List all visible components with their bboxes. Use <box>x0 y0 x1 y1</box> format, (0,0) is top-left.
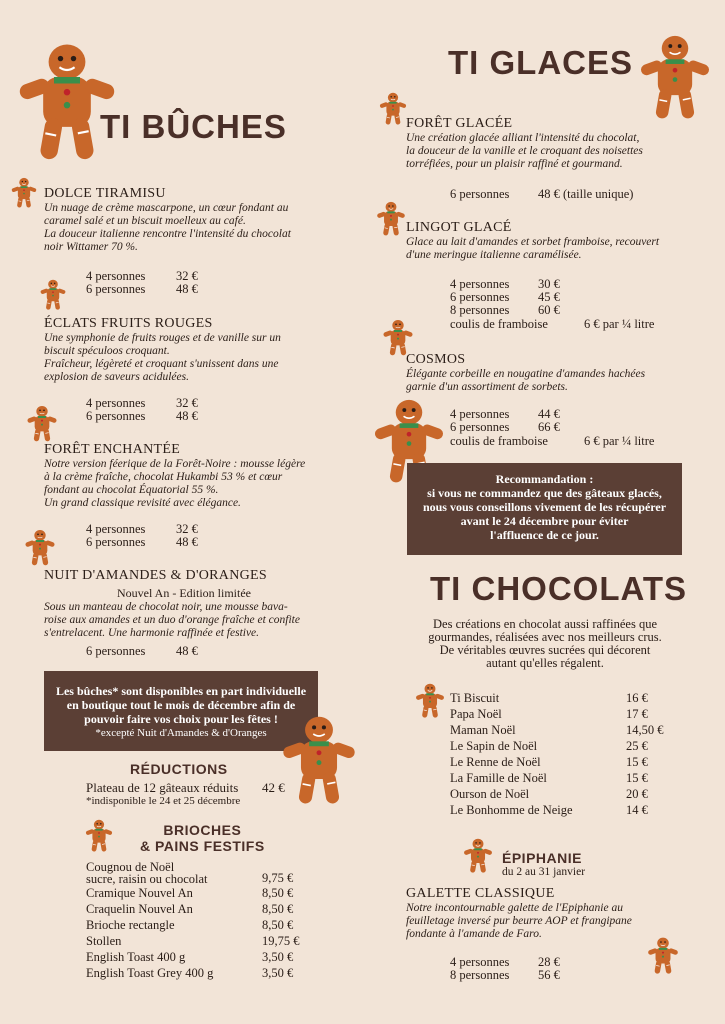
brioches-title: BRIOCHES & PAINS FESTIFS <box>140 822 265 854</box>
item-description: Une création glacée alliant l'intensité du chocolat, la douceur de la vanille et le croquant des noisettes torréfiées, pour un plaisir raffiné et gourmand. <box>406 132 643 170</box>
item-galette-classique <box>406 886 706 941</box>
gingerbread-icon <box>12 38 122 168</box>
gingerbread-icon <box>10 174 38 212</box>
item-name: COSMOS <box>406 352 466 367</box>
item-description: Notre version féerique de la Forêt-Noire : mousse légère à la crème fraîche, chocolat Hukambi 53 % et cœur fondant au chocolat Équatorial 55 %. Un grand classique revisité avec élégance. <box>44 458 306 509</box>
list-item: Stollen 19,75 € <box>86 934 300 948</box>
item-description: Notre incontournable galette de l'Epiphanie au feuilletage inversé pur beurre AOP et frangipane fondante à l'amande de Faro. <box>406 902 632 940</box>
list-item: Ourson de Noël 20 € <box>450 787 648 801</box>
price-row: 6 personnes 48 € <box>86 409 198 423</box>
list-item: Cramique Nouvel An 8,50 € <box>86 886 294 900</box>
gingerbread-icon <box>22 404 62 444</box>
list-item: Cougnou de Noël sucre, raisin ou chocolat 9,75 € <box>86 860 294 886</box>
list-item: La Famille de Noël 15 € <box>450 771 648 785</box>
chocolats-intro: Des créations en chocolat aussi raffinées que gourmandes, réalisées avec nos meilleurs crus. De véritables œuvres sucrées qui décorent autant qu'elles régalent. <box>428 617 662 670</box>
price-row: 6 personnes 48 € <box>86 282 198 296</box>
price-row: 8 personnes 60 € <box>450 303 560 317</box>
price-row: 4 personnes 32 € <box>86 522 198 536</box>
gingerbread-icon <box>378 90 408 128</box>
price-row: 6 personnes 48 € (taille unique) <box>450 187 634 201</box>
item-eclats-fruits-rouges <box>44 316 324 384</box>
price-row: coulis de framboise 6 € par ¼ litre <box>450 317 655 331</box>
gingerbread-icon <box>414 680 446 722</box>
chocolats-list <box>450 692 664 820</box>
item-cosmos <box>406 352 706 394</box>
item-name: GALETTE CLASSIQUE <box>406 886 555 901</box>
item-nuit-amandes-oranges <box>44 568 324 640</box>
brioches-list <box>86 861 300 983</box>
reductions-note: *indisponible le 24 et 25 décembre <box>86 795 241 807</box>
list-item: English Toast Grey 400 g 3,50 € <box>86 966 294 980</box>
glaces-title: TI GLACES <box>448 44 634 81</box>
price-row: 8 personnes 56 € <box>450 968 560 982</box>
item-name: NUIT D'AMANDES & D'ORANGES <box>44 568 267 583</box>
list-item: Maman Noël 14,50 € <box>450 723 664 737</box>
item-subtitle: Nouvel An - Edition limitée <box>117 586 251 600</box>
item-dolce-tiramisu <box>44 186 324 254</box>
item-description: Une symphonie de fruits rouges et de vanille sur un biscuit spéculoos croquant. Fraîcheur, légèreté et croquant s'unissent dans une explosion de saveurs acidulées. <box>44 332 281 383</box>
list-item: Ti Biscuit 16 € <box>450 691 648 705</box>
list-item: English Toast 400 g 3,50 € <box>86 950 294 964</box>
gingerbread-icon <box>22 528 58 568</box>
epiphanie-title: ÉPIPHANIE <box>502 850 582 866</box>
item-name: LINGOT GLACÉ <box>406 220 512 235</box>
gingerbread-icon <box>84 816 114 856</box>
price-row: 6 personnes 66 € <box>450 420 560 434</box>
reductions-item: Plateau de 12 gâteaux réduits 42 € <box>86 780 285 795</box>
item-lingot-glace <box>406 220 706 262</box>
recommendation-box: Recommandation : si vous ne commandez que des gâteaux glacés, nous vous conseillons vivement de les récupérer avant le 24 décembre pour éviter l'affluence de ce jour. <box>407 463 682 555</box>
item-name: FORÊT ENCHANTÉE <box>44 442 181 457</box>
buches-title: TI BÛCHES <box>100 108 287 145</box>
reductions-title: RÉDUCTIONS <box>130 761 228 777</box>
price-row: coulis de framboise 6 € par ¼ litre <box>450 434 655 448</box>
item-description: Élégante corbeille en nougatine d'amandes hachées garnie d'un assortiment de sorbets. <box>406 368 646 393</box>
item-foret-glacee <box>406 116 706 171</box>
epiphanie-dates: du 2 au 31 janvier <box>502 866 586 878</box>
item-name: FORÊT GLACÉE <box>406 116 513 131</box>
price-row: 4 personnes 32 € <box>86 396 198 410</box>
gingerbread-icon <box>36 278 70 312</box>
list-item: Le Bonhomme de Neige 14 € <box>450 803 648 817</box>
item-description: Glace au lait d'amandes et sorbet framboise, recouvert d'une meringue italienne caramélisée. <box>406 236 660 261</box>
price-row: 6 personnes 48 € <box>86 644 198 658</box>
list-item: Craquelin Nouvel An 8,50 € <box>86 902 294 916</box>
item-name: ÉCLATS FRUITS ROUGES <box>44 316 213 331</box>
gingerbread-icon <box>462 836 494 876</box>
item-description: Un nuage de crème mascarpone, un cœur fondant au caramel salé et un biscuit moelleux au café. La douceur italienne rencontre l'intensité du chocolat noir Wittamer 70 %. <box>44 202 291 253</box>
price-row: 6 personnes 45 € <box>450 290 560 304</box>
item-name: DOLCE TIRAMISU <box>44 186 166 201</box>
list-item: Le Renne de Noël 15 € <box>450 755 648 769</box>
price-row: 4 personnes 28 € <box>450 955 560 969</box>
price-row: 4 personnes 32 € <box>86 269 198 283</box>
price-row: 4 personnes 30 € <box>450 277 560 291</box>
price-row: 6 personnes 48 € <box>86 535 198 549</box>
buches-note-box: Les bûches* sont disponibles en part individuelle en boutique tout le mois de décembre afin de pouvoir faire vos choix pour les fêtes ! *excepté Nuit d'Amandes & d'Oranges <box>44 671 318 751</box>
item-foret-enchantee <box>44 442 324 510</box>
gingerbread-icon <box>278 706 360 816</box>
price-row: 4 personnes 44 € <box>450 407 560 421</box>
gingerbread-icon <box>646 934 680 978</box>
list-item: Brioche rectangle 8,50 € <box>86 918 294 932</box>
chocolats-title: TI CHOCOLATS <box>430 570 688 607</box>
list-item: Le Sapin de Noël 25 € <box>450 739 648 753</box>
gingerbread-icon <box>372 200 410 238</box>
list-item: Papa Noël 17 € <box>450 707 648 721</box>
item-description: Sous un manteau de chocolat noir, une mousse bava- roise aux amandes et un duo d'orange fraîche et confite s'entrelacent. Une harmonie raffinée et festive. <box>44 601 300 639</box>
